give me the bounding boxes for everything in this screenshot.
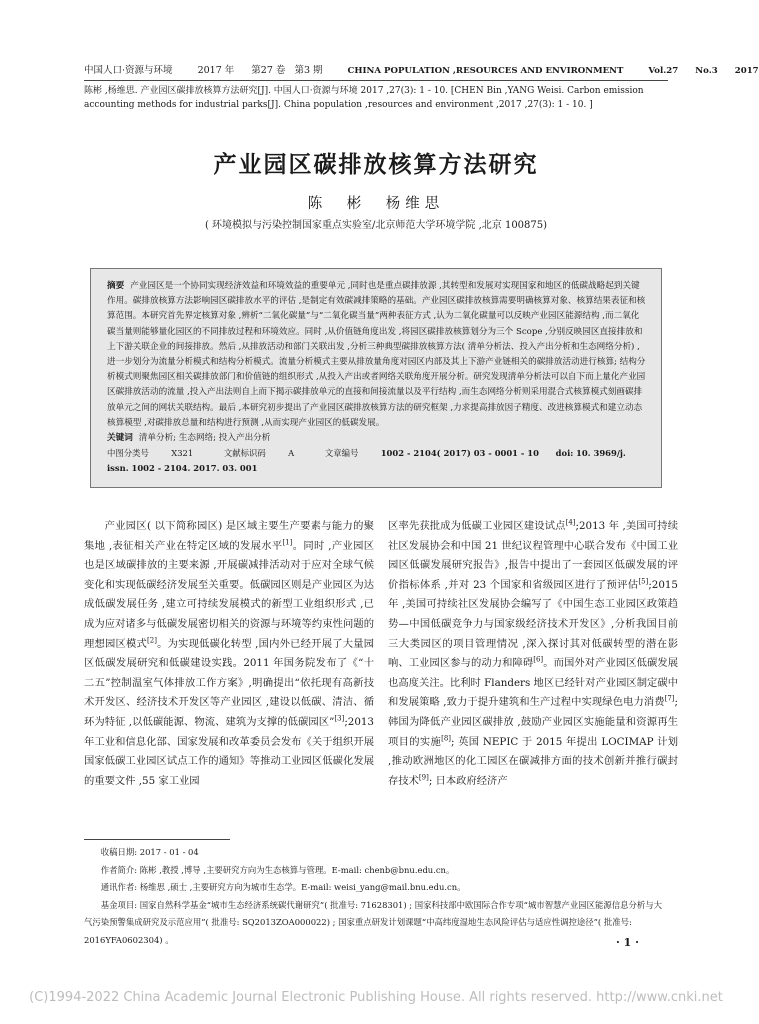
body-text: ; 日本政府经济产	[428, 774, 508, 787]
abstract	[107, 279, 647, 431]
citation-ref[interactable]: [5]	[638, 577, 649, 586]
classification-line	[107, 446, 647, 476]
citation-ref[interactable]: [9]	[418, 773, 429, 782]
funding: 基金项目: 国家自然科学基金“城市生态经济系统碳代谢研究”( 批准号: 71628301) ; 国家科技部中欧国际合作专项“城市智慧产业园区能源信息分析与大气污染预警集成研究及示范应用”( 批准号: SQ2013ZOA000022) ; 国家重点研发计划课题“中高纬度湿地生态风险评估与适应性调控途径”( 批准号: 2016YFA0602304) 。	[84, 899, 662, 945]
body-text: 。为实现低碳化转型 ,国内外已经开展了大量园区低碳发展研究和低碳建设实践。2011 年国务院发布了《“十二五”控制温室气体排放工作方案》,明确提出“依托现有高新技术开发区、经济技术开发区等产业园区 ,建设以低碳、清洁、循环为特征 ,以低碳能源、物流、建筑为支撑的低碳园区”	[84, 637, 375, 728]
body-right-column	[388, 517, 678, 791]
article-number-label: 文章编号	[324, 448, 359, 459]
citation-ref[interactable]: [6]	[533, 655, 544, 664]
header-issue: 第3 期	[294, 65, 323, 76]
body-text: ;2013 年 ,美国可持续社区发展协会和中国 21 世纪议程管理中心联合发布《中国工业园区低碳发展研究报告》,报告中提出了一套园区低碳发展的评价指标体系 ,并对 23 个国家和省级园区进行了预评估	[388, 520, 679, 591]
citation-ref[interactable]: [3]	[334, 714, 345, 723]
body-text: ; 韩国为降低产业园区碳排放 ,鼓励产业园区实施能量和资源再生项目的实施	[388, 696, 678, 748]
running-header	[84, 62, 759, 76]
body-text: ;2015 年 ,美国可持续社区发展协会编写了《中国生态工业园区政策趋势—中国低碳竞争力与国家级经济技术开发区》,分析我国目前三大类园区的项目管理情况 ,深入探讨其对低碳转型的潜在影响、工业园区参与的动力和障碍	[388, 578, 678, 670]
body-text: 。而国外对产业园区低碳发展也高度关注。比利时 Flanders 地区已经针对产业园区制定碳中和发展策略 ,致力于提升建筑和生产过程中实现绿色电力消费	[388, 657, 679, 709]
header-no-en: No.3	[695, 66, 718, 76]
article-number-value: 1002 - 2104( 2017) 03 - 0001 - 10	[380, 448, 539, 459]
keywords-label: 关键词	[107, 433, 133, 444]
footnotes	[84, 844, 668, 950]
citation-ref[interactable]: [2]	[147, 636, 157, 645]
body-left-column	[84, 517, 374, 791]
keywords-text: 清单分析; 生态网络; 投入产出分析	[138, 433, 271, 444]
citation-ref[interactable]: [4]	[565, 518, 576, 527]
body-text: ; 英国 NEPIC 于 2015 年提出 LOCIMAP 计划 ,推动欧洲地区的化工园区在碳减排方面的技术创新并推行碳封存技术	[388, 735, 678, 787]
paper-title: 产业园区碳排放核算方法研究	[213, 151, 539, 178]
keywords	[107, 431, 647, 446]
affiliation: ( 环境模拟与污染控制国家重点实验室/北京师范大学环境学院 ,北京 100875)	[204, 220, 548, 231]
watermark: (C)1994-2022 China Academic Journal Electronic Publishing House. All rights reserved. http://www.cnki.net	[29, 990, 723, 1005]
abstract-label: 摘要	[107, 281, 125, 291]
header-year-en: 2017	[734, 66, 759, 76]
doi-value: 10. 3969/j. issn. 1002 - 2104. 2017. 03. 001	[107, 448, 626, 474]
header-rule	[84, 80, 668, 81]
citation: 陈彬 ,杨维思. 产业园区碳排放核算方法研究[J]. 中国人口·资源与环境 2017 ,27(3): 1 - 10. [CHEN Bin ,YANG Weisi. Carbon emission accounting methods for industrial parks[J]. China population ,resources and environment ,2017 ,27(3): 1 - 10. ]	[84, 86, 644, 110]
page-number: · 1 ·	[616, 936, 639, 949]
clc-value: X321	[171, 448, 194, 459]
abstract-box	[90, 268, 662, 488]
body-text: 。同时 ,产业园区也是区域碳排放的主要来源 ,开展碳减排活动对于应对全球气候变化和实现低碳经济发展至关重要。低碳园区则是产业园区为达成低碳发展任务 ,建立可持续发展模式的新型工业组织形式 ,已成为应对诸多与低碳发展密切相关的资源与环境等约束性问题的理想园区模式	[84, 539, 374, 650]
header-journal-cn: 中国人口·资源与环境	[84, 65, 173, 76]
header-journal-en: CHINA POPULATION ,RESOURCES AND ENVIRONMENT	[347, 66, 624, 76]
header-year: 2017 年	[197, 65, 235, 76]
citation-ref[interactable]: [7]	[664, 694, 675, 703]
body-text: 产业园区( 以下简称园区) 是区域主要生产要素与能力的聚集地 ,表征相关产业在特定区域的发展水平	[84, 520, 374, 552]
doi-label: doi:	[555, 448, 574, 459]
corresponding-author: 通讯作者: 杨维思 ,硕士 ,主要研究方向为城市生态学。E-mail: weisi_yang@mail.bnu.edu.cn。	[100, 882, 466, 893]
footnote-rule	[84, 839, 230, 840]
received-date: 收稿日期: 2017 - 01 - 04	[100, 847, 199, 857]
citation-ref[interactable]: [8]	[441, 734, 452, 743]
header-vol-en: Vol.27	[648, 66, 679, 76]
clc-label: 中图分类号	[107, 448, 149, 459]
header-volume: 第27 卷	[251, 65, 286, 76]
doc-code-value: A	[288, 448, 295, 459]
abstract-text: 产业园区是一个协同实现经济效益和环境效益的重要单元 ,同时也是重点碳排放源 ,其转型和发展对实现国家和地区的低碳战略起到关键作用。碳排放核算方法影响园区碳排放水平的评估 ,是制定有效碳减排策略的基础。产业园区碳排放核算需要明确核算对象、核算结果表征和核算范围。本研究首先界定核算对象 ,辨析“二氧化碳量”与“二氧化碳当量”两种表征方式 ,认为二氧化碳量可以反映产业园区能源结构 ,而二氧化碳当量则能够量化园区的不同排放过程和环境效应。同时 ,从价值链角度出发 ,将园区碳排放核算划分为三个 Scope ,分别反映园区直接排放和上下游关联企业的间接排放。然后 ,从排放活动和部门关联出发 ,分析三种典型碳排放核算方法( 清单分析法、投入产出分析和生态网络分析) ,进一步划分为流量分析模式和结构分析模式。流量分析模式主要从排放量角度对园区内部及其上下游产业链相关的碳排放活动进行核算; 结构分析模式则聚焦园区相关碳排放部门和价值链的组织形式 ,从投入产出或者网络关联角度开展分析。研究发现清单分析法可以自下而上量化产业园区碳排放活动的流量 ,投入产出法则自上而下揭示碳排放单元的直接和间接流量以及平行结构 ,而生态网络分析则采用混合式核算模式刻画碳排放单元之间的网状关联结构。最后 ,本研究初步提出了产业园区碳排放核算方法的研究框架 ,力求提高排放因子精度、改进核算模式和建立动态核算模型 ,对碳排放总量和结构进行预测 ,从而实现产业园区的低碳发展。	[107, 281, 646, 428]
citation-ref[interactable]: [1]	[282, 538, 293, 547]
author-intro: 作者简介: 陈彬 ,教授 ,博导 ,主要研究方向为生态核算与管理。E-mail: chenb@bnu.edu.cn。	[100, 864, 455, 875]
body-text: 区率先获批成为低碳工业园区建设试点	[388, 520, 566, 532]
authors: 陈 彬 杨维思	[307, 196, 445, 212]
doc-code-label: 文献标识码	[223, 448, 266, 459]
body-text: ;2013 年工业和信息化部、国家发展和改革委员会发布《关于组织开展国家低碳工业园区试点工作的通知》等推动工业园区低碳化发展的重要文件 ,55 家工业园	[84, 715, 374, 787]
